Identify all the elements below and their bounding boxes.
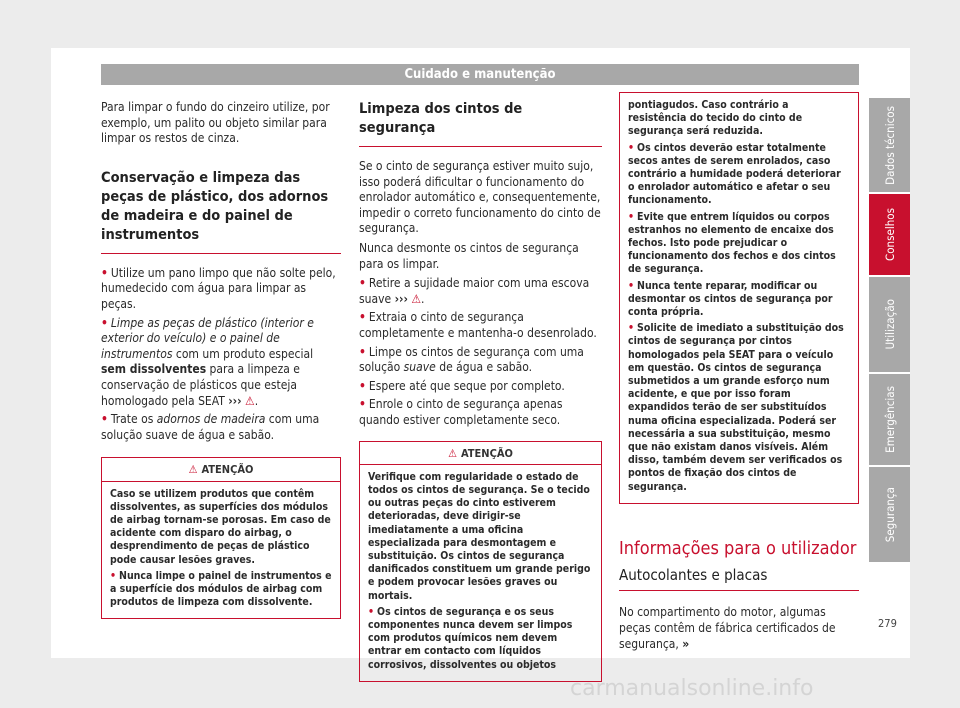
warning-text: • Nunca limpe o painel de instrumentos e a superfície dos módulos de airbag com produtos de limpeza com dissolvente. [110, 569, 332, 609]
tab-utilizacao[interactable]: Utilização [869, 277, 910, 372]
section-title-stickers: Autocolantes e placas [619, 568, 859, 592]
warning-triangle-icon: ⚠ [245, 393, 255, 408]
tab-seguranca[interactable]: Segurança [869, 467, 910, 562]
column-2 [359, 100, 602, 682]
chapter-title-user-info: Informações para o utilizador [619, 537, 857, 559]
section-title-plastics: Conservação e limpeza das peças de plástico, dos adornos de madeira e do painel de instrumentos [101, 169, 341, 254]
warning-heading: ATENÇÃO [201, 463, 254, 477]
section-title-seatbelts: Limpeza dos cintos de segurança [359, 100, 602, 147]
warning-heading: ATENÇÃO [460, 446, 513, 460]
list-item: • Limpe os cintos de segurança com uma solução suave de água e sabão. [359, 344, 584, 375]
list-item: • Utilize um pano limpo que não solte pelo, humedecido com água para limpar as peças. [101, 265, 336, 311]
warning-text: Caso se utilizem produtos que contêm dissolventes, as superfícies dos módulos de airbag tornam-se porosas. Em caso de acidente com disparo do airbag, o desprendimento de peças de plástico pode causar lesões graves. [110, 487, 331, 566]
warning-text: • Solicite de imediato a substituição dos cintos de segurança por cintos homologados pela SEAT para o veículo em questão. Os cintos de segurança submetidos a um grande esforço num acidente, e que por isso foram expandidos terão de ser substituídos numa oficina especializada. Poderá ser necessária a sua substituição, mesmo que não existam danos visíveis. Além disso, também devem ser verificados os pontos de fixação dos cintos de segurança. [628, 322, 844, 493]
warning-triangle-icon: ⚠ [188, 463, 198, 477]
warning-box-plastics [101, 457, 341, 619]
list-item: • Trate os adornos de madeira com uma solução suave de água e sabão. [101, 412, 320, 442]
list-item: • Espere até que seque por completo. [359, 378, 565, 393]
warning-triangle-icon: ⚠ [411, 291, 422, 306]
warning-triangle-icon: ⚠ [448, 446, 457, 460]
tab-dados-tecnicos[interactable]: Dados técnicos [869, 98, 910, 192]
warning-box-seatbelts [359, 441, 602, 682]
warning-text: Verifique com regularidade o estado de todos os cintos de segurança. Se o tecido ou outras peças do cinto estiverem deterioradas, deve dirigir-se imediatamente a uma oficina especializada para desmontagem e substituição. Os cintos de segurança danificados constituem um grande perigo e podem provocar lesões graves ou mortais. [368, 470, 591, 602]
chapter-header: Cuidado e manutenção [101, 64, 859, 85]
intro-paragraph: Para limpar o fundo do cinzeiro utilize, por exemplo, um palito ou objeto similar para limpar os restos de cinza. [101, 100, 330, 146]
warning-text: • Os cintos de segurança e os seus componentes nunca devem ser limpos com produtos químicos nem devem entrar em contacto com líquidos corrosivos, dissolventes ou objetos [368, 605, 573, 671]
column-3 [619, 100, 859, 656]
list-item: • Extraia o cinto de segurança completamente e mantenha-o desenrolado. [359, 310, 597, 340]
side-tabs [869, 98, 910, 564]
column-1 [101, 100, 341, 619]
paragraph: No compartimento do motor, algumas peças contêm de fábrica certificados de segurança, » [619, 605, 836, 651]
list-item: • Retire a sujidade maior com uma escova suave ››› ⚠. [359, 276, 590, 306]
reference-arrows: ››› [228, 393, 242, 408]
warning-text: pontiagudos. Caso contrário a resistência do tecido do cinto de segurança será reduzida. [628, 99, 803, 138]
warning-text: • Os cintos deverão estar totalmente secos antes de serem enrolados, caso contrário a humidade poderá deteriorar o enrolador automático e afetar o seu funcionamento. [628, 141, 841, 207]
warning-text: • Nunca tente reparar, modificar ou desmontar os cintos de segurança por conta própria. [628, 279, 833, 319]
reference-arrows: ››› [394, 291, 408, 306]
tab-conselhos[interactable]: Conselhos [869, 194, 910, 275]
tab-emergencias[interactable]: Emergências [869, 374, 910, 465]
list-item: • Enrole o cinto de segurança apenas quando estiver completamente seco. [359, 397, 563, 427]
continue-icon: » [682, 636, 690, 651]
paragraph: Se o cinto de segurança estiver muito sujo, isso poderá dificultar o funcionamento do enrolador automático e, consequentemente, impedir o correto funcionamento do cinto de segurança. [359, 159, 601, 236]
warning-text: • Evite que entrem líquidos ou corpos estranhos no elemento de encaixe dos fechos. Isto pode prejudicar o funcionamento dos fechos e dos cintos de segurança. [628, 210, 836, 276]
page-number: 279 [878, 617, 897, 630]
list-item: • Limpe as peças de plástico (interior e exterior do veículo) e o painel de instrumentos com um produto especial sem dissolventes para a limpeza e conservação de plásticos que esteja homologado pela SEAT ››› ⚠. [101, 315, 314, 408]
watermark: carmanualsonline.info [570, 676, 814, 701]
warning-box-continued [619, 92, 859, 504]
paragraph: Nunca desmonte os cintos de segurança para os limpar. [359, 240, 579, 271]
